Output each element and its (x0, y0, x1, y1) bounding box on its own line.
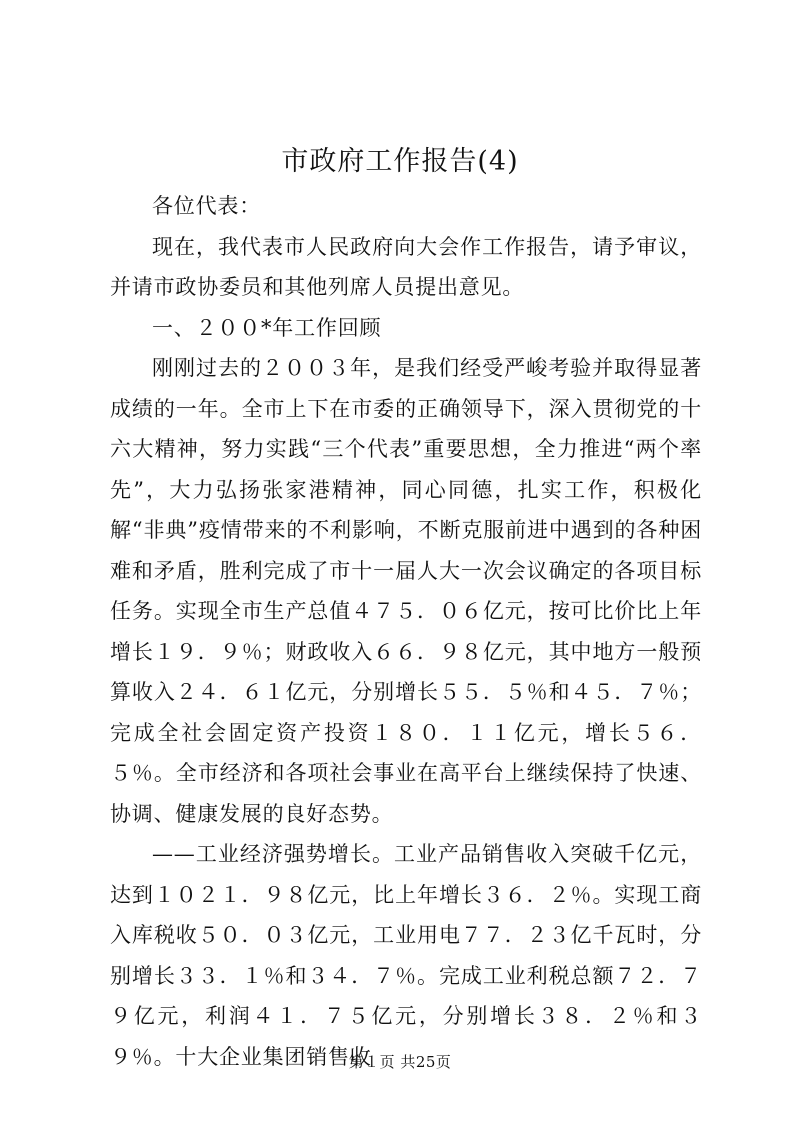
industry-paragraph: ——工业经济强势增长。工业产品销售收入突破千亿元，达到１０２１．９８亿元，比上年增长３６．２％。实现工商入库税收５０．０３亿元，工业用电７７．２３亿千瓦时，分别增长３３．１％和３４．７％。完成工业利税总额７２．７９亿元，利润４１．７５亿元，分别增长３８．２％和３９％。十大企业集团销售收 (110, 842, 702, 1069)
salutation-paragraph: 各位代表： (152, 194, 261, 218)
document-body (110, 186, 702, 1077)
page-footer: 第１页 共25页 (348, 1053, 452, 1071)
document-title: 市政府工作报告(4) (281, 146, 519, 177)
opening-paragraph: 现在，我代表市人民政府向大会作工作报告，请予审议，并请市政协委员和其他列席人员提出意见。 (110, 234, 702, 299)
review-paragraph: 刚刚过去的２００３年，是我们经受严峻考验并取得显著成绩的一年。全市上下在市委的正确领导下，深入贯彻党的十六大精神，努力实践“三个代表”重要思想，全力推进“两个率先”，大力弘扬张家港精神，同心同德，扎实工作，积极化解“非典”疫情带来的不利影响，不断克服前进中遇到的各种困难和矛盾，胜利完成了市十一届人大一次会议确定的各项目标任务。实现全市生产总值４７５．０６亿元，按可比价比上年增长１９．９％；财政收入６６．９８亿元，其中地方一般预算收入２４．６１亿元，分别增长５５．５％和４５．７％；完成全社会固定资产投资１８０．１１亿元，增长５６．５％。全市经济和各项社会事业在高平台上继续保持了快速、协调、健康发展的良好态势。 (110, 356, 702, 826)
section-heading: 一、２００*年工作回顾 (152, 315, 382, 340)
